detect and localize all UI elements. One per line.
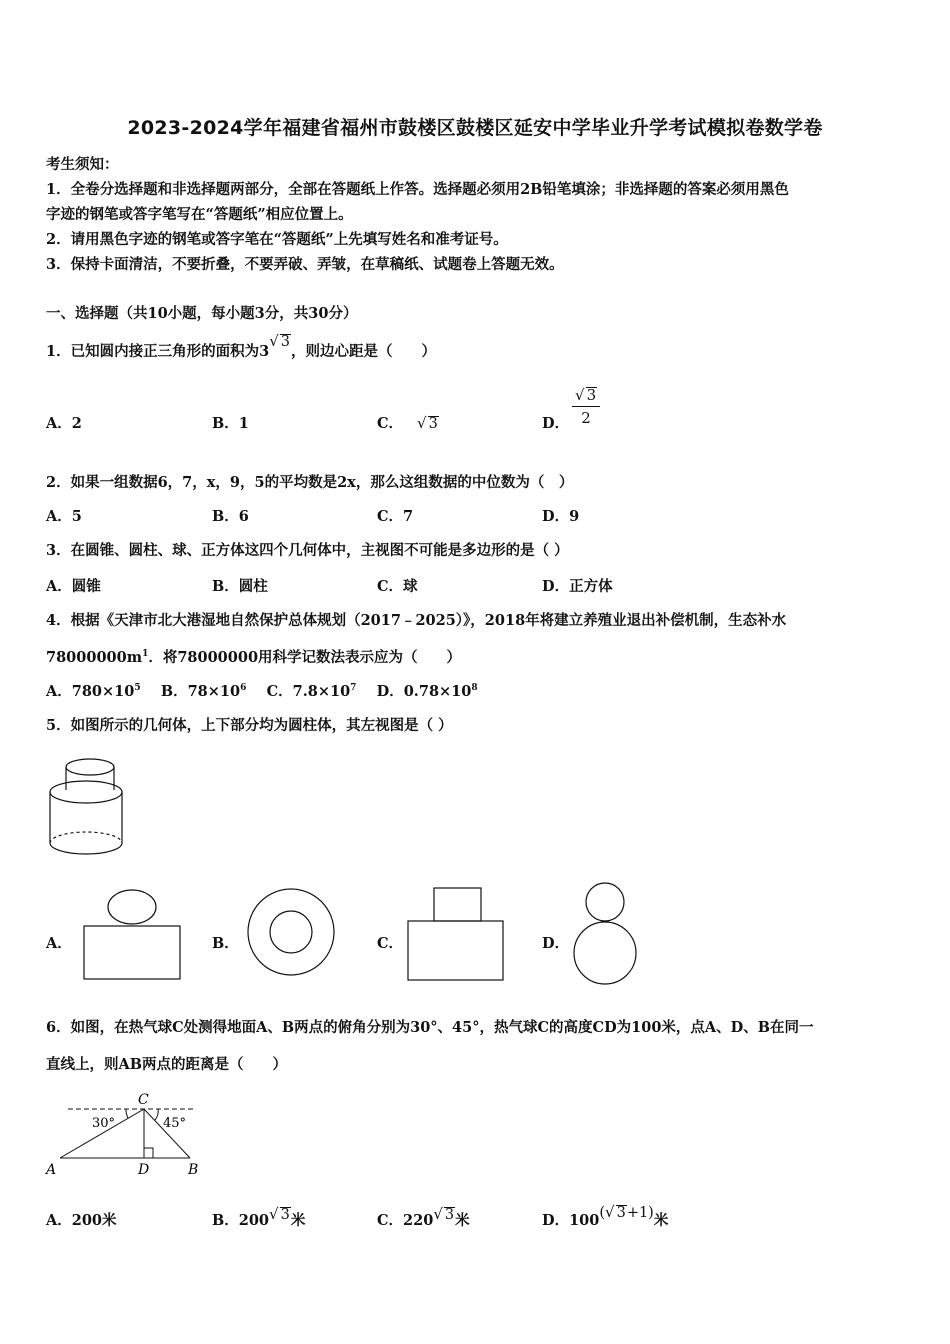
question-1 [46, 332, 436, 361]
q3-option-a[interactable]: A．圆锥 [46, 578, 101, 595]
question-2: 2．如果一组数据6，7，x，9，5的平均数是2x，那么这组数据的中位数为（ ） [46, 474, 574, 491]
q5-option-b[interactable]: B． [212, 935, 239, 952]
q5-option-d[interactable]: D． [542, 935, 570, 952]
notice-line-3: 3．保持卡面清洁，不要折叠，不要弄破、弄皱，在草稿纸、试题卷上答题无效。 [46, 256, 564, 273]
q6-option-c[interactable] [377, 1205, 470, 1230]
page-title: 2023-2024学年福建省福州市鼓楼区鼓楼区延安中学毕业升学考试模拟卷数学卷 [127, 117, 823, 139]
q4-option-a-exp: 5 [134, 683, 141, 694]
q6-option-a[interactable]: A．200米 [46, 1212, 117, 1229]
fig-label-c: C [138, 1092, 149, 1108]
fig-angle-45: 45° [163, 1116, 187, 1131]
question-1-pre: 1．已知圆内接正三角形的面积为3 [46, 343, 270, 360]
radical-sign: √ [269, 1205, 279, 1223]
q2-option-d[interactable]: D．9 [542, 508, 580, 525]
fig-label-b: B [188, 1162, 199, 1178]
q2-option-b[interactable]: B．6 [212, 508, 249, 525]
q4-option-c-exp: 7 [350, 683, 357, 694]
q4-option-a[interactable] [46, 683, 141, 700]
q5-solid-figure [46, 755, 136, 860]
q5-option-c-figure [405, 885, 505, 983]
radical-sign: √ [417, 414, 427, 432]
q4-option-b[interactable] [161, 683, 247, 700]
notice-line-1b: 字迹的钢笔或答字笔写在“答题纸”相应位置上。 [46, 206, 353, 223]
q6-triangle-figure [42, 1088, 212, 1180]
q1-option-d-label[interactable]: D． [542, 415, 570, 432]
q6-option-d-post: 米 [653, 1212, 669, 1229]
question-3: 3．在圆锥、圆柱、球、正方体这四个几何体中，主视图不可能是多边形的是（ ） [46, 542, 569, 559]
radical-sign: √ [605, 1203, 615, 1221]
fig-angle-30: 30° [92, 1116, 116, 1131]
question-4-prompt: ．将78000000用科学记数法表示应为（ ） [148, 649, 462, 666]
q6-option-d-pre: D．100 [542, 1212, 600, 1229]
q5-option-a[interactable]: A． [46, 935, 72, 952]
q1-option-b[interactable]: B．1 [212, 415, 249, 432]
q6-option-b-pre: B．200 [212, 1212, 270, 1229]
q6-option-b[interactable] [212, 1205, 306, 1230]
notice-line-1a: 1．全卷分选择题和非选择题两部分，全部在答题纸上作答。选择题必须用2B铅笔填涂；非选择题的答案必须用黑色 [46, 181, 789, 198]
q5-option-a-figure [80, 887, 185, 982]
radical-sign: √ [575, 386, 585, 404]
q1-option-d-fraction [572, 386, 600, 427]
q5-option-b-figure [244, 885, 339, 980]
q2-option-a[interactable]: A．5 [46, 508, 82, 525]
fig-label-d: D [138, 1162, 150, 1178]
question-6-line-2: 直线上，则AB两点的距离是（ ） [46, 1056, 288, 1073]
question-4-number: 78000000m [46, 649, 143, 666]
question-1-post: ，则边心距是（ ） [290, 343, 436, 360]
q2-option-c[interactable]: C．7 [377, 508, 414, 525]
q4-option-d-exp: 8 [471, 683, 478, 694]
q4-option-c[interactable] [267, 683, 357, 700]
q6-option-d-open: ( [599, 1205, 606, 1221]
fig-label-a: A [46, 1162, 57, 1178]
q4-option-d-base: D．0.78×10 [376, 683, 472, 700]
q1-option-c[interactable] [377, 412, 439, 433]
q6-option-b-post: 米 [290, 1212, 306, 1229]
q4-option-a-base: A．780×10 [46, 683, 135, 700]
section-heading: 一、选择题（共10小题，每小题3分，共30分） [46, 305, 358, 322]
q1-option-d-numerator: 3 [586, 386, 597, 404]
q1-option-a[interactable]: A．2 [46, 415, 82, 432]
question-1-radicand: 3 [280, 334, 290, 350]
q5-option-d-figure [570, 880, 640, 988]
notice-heading: 考生须知： [46, 156, 119, 173]
q4-option-c-base: C．7.8×10 [266, 683, 351, 700]
q6-option-b-radicand: 3 [280, 1207, 290, 1223]
q3-option-d[interactable]: D．正方体 [542, 578, 613, 595]
question-4-line-2 [46, 646, 461, 667]
radical-sign: √ [433, 1205, 443, 1223]
q1-option-c-label: C． [377, 415, 404, 432]
question-4-line-1: 4．根据《天津市北大港湿地自然保护总体规划（2017﹣2025）》，2018年将建立养殖业退出补偿机制，生态补水 [46, 612, 787, 629]
q6-option-d-radicand: 3 [616, 1205, 626, 1221]
q6-option-c-pre: C．220 [377, 1212, 434, 1229]
question-5: 5．如图所示的几何体，上下部分均为圆柱体，其左视图是（ ） [46, 717, 453, 734]
q1-option-d-denominator: 2 [581, 409, 591, 427]
question-6-line-1: 6．如图，在热气球C处测得地面A、B两点的俯角分别为30°、45°，热气球C的高度CD为100米，点A、D、B在同一 [46, 1019, 814, 1036]
q4-options [46, 680, 478, 701]
q6-option-c-post: 米 [455, 1212, 470, 1229]
q5-option-c[interactable]: C． [377, 935, 404, 952]
question-4-exponent: 1 [142, 649, 149, 660]
q3-option-c[interactable]: C．球 [377, 578, 418, 595]
q1-option-c-radicand: 3 [428, 416, 438, 432]
notice-line-2: 2．请用黑色字迹的钢笔或答字笔在“答题纸”上先填写姓名和准考证号。 [46, 231, 508, 248]
q6-option-d[interactable] [542, 1203, 669, 1230]
q3-option-b[interactable]: B．圆柱 [212, 578, 268, 595]
q4-option-b-exp: 6 [240, 683, 247, 694]
q6-option-c-radicand: 3 [444, 1207, 455, 1223]
q4-option-d[interactable] [377, 683, 478, 700]
radical-sign: √ [269, 332, 279, 350]
q4-option-b-base: B．78×10 [160, 683, 241, 700]
q6-option-d-plus: +1) [626, 1205, 654, 1221]
